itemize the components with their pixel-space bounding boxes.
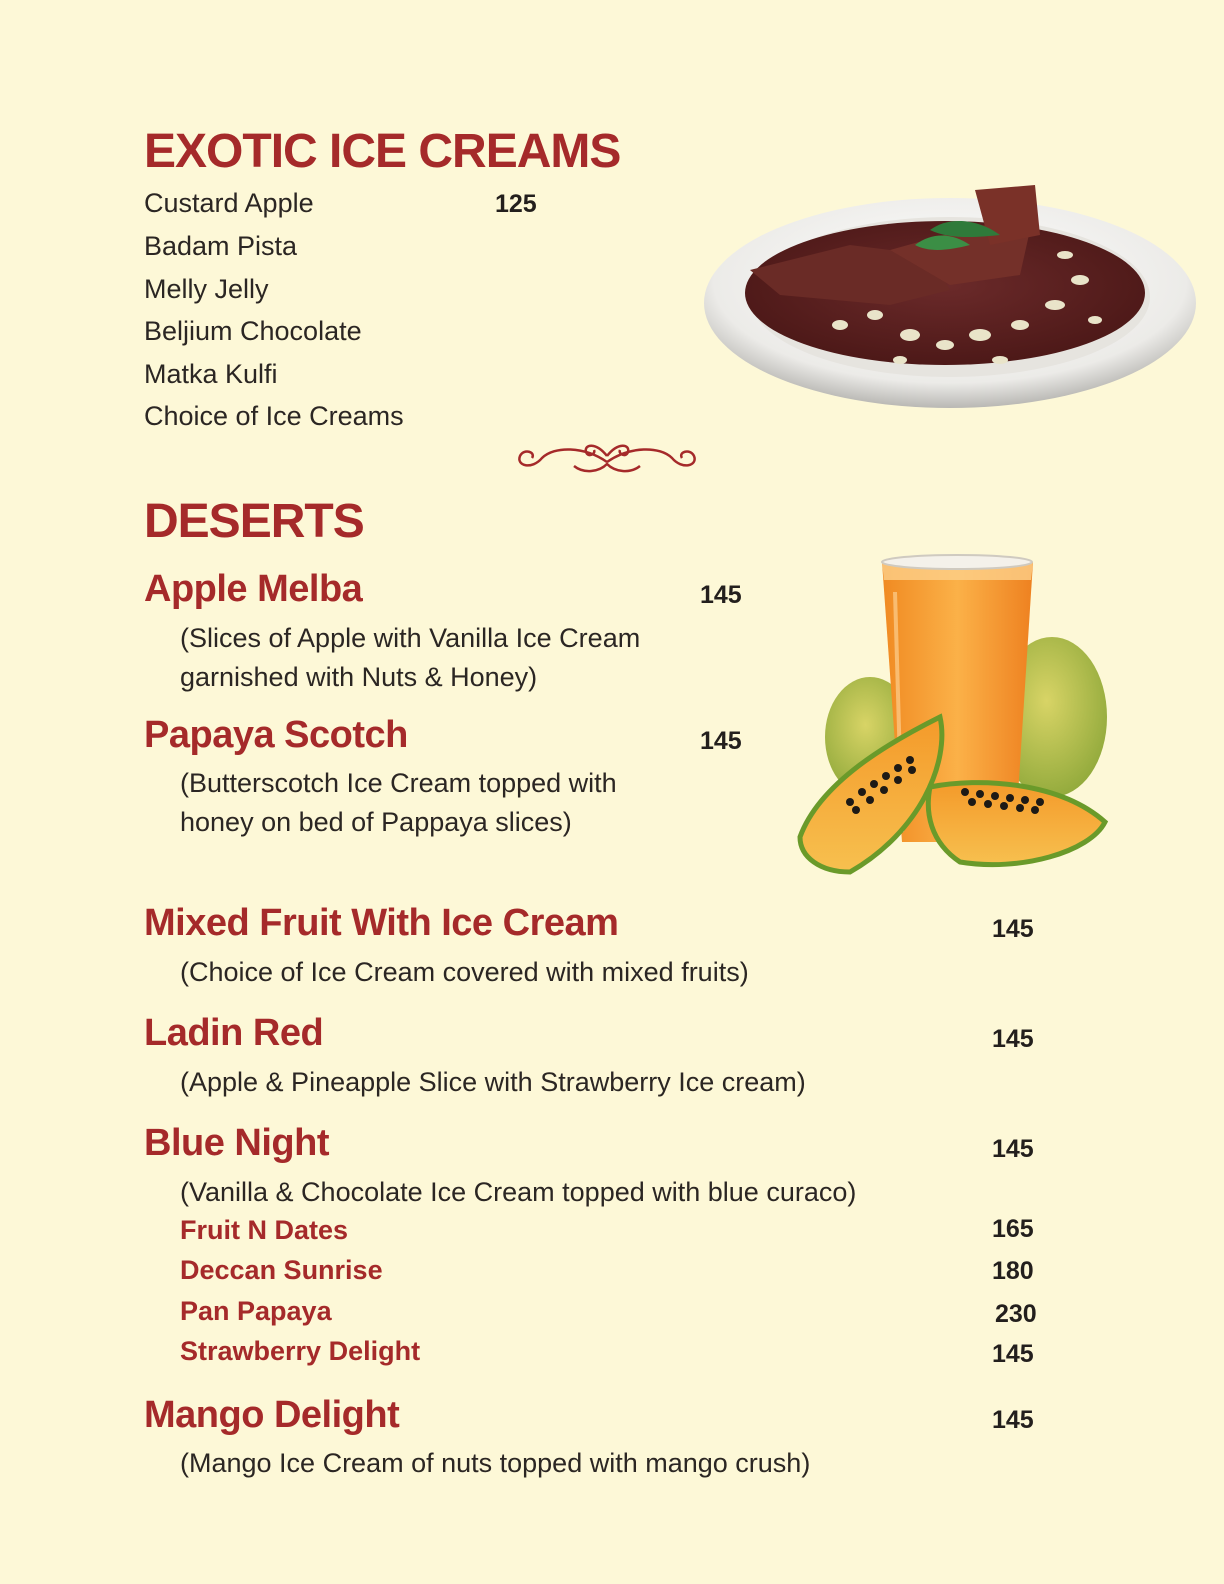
dessert-description: (Choice of Ice Cream covered with mixed fruits) (180, 957, 749, 987)
dessert-description: (Slices of Apple with Vanilla Ice Cream (180, 623, 641, 653)
dessert-description: honey on bed of Pappaya slices) (180, 807, 572, 837)
dessert-title: Mango Delight (144, 1394, 400, 1436)
exotic-item: Custard Apple (144, 188, 314, 218)
sub-dessert-price: 145 (992, 1340, 1034, 1368)
exotic-item: Matka Kulfi (144, 359, 278, 389)
sub-dessert-name: Pan Papaya (180, 1296, 332, 1326)
sub-dessert-name: Fruit N Dates (180, 1215, 349, 1245)
dessert-price: 145 (700, 727, 742, 755)
exotic-item: Beljium Chocolate (144, 316, 362, 346)
dessert-description: (Mango Ice Cream of nuts topped with mango crush) (180, 1448, 811, 1478)
exotic-price: 125 (495, 190, 537, 218)
ornamental-divider (284, 436, 930, 482)
dessert-price: 145 (992, 1025, 1034, 1053)
dessert-description: (Vanilla & Chocolate Ice Cream topped with blue curaco) (180, 1177, 857, 1207)
exotic-item: Choice of Ice Creams (144, 401, 404, 431)
dessert-description: garnished with Nuts & Honey) (180, 662, 538, 692)
sub-dessert-price: 230 (995, 1300, 1037, 1328)
dessert-title: Ladin Red (144, 1012, 324, 1054)
exotic-section-title: EXOTIC ICE CREAMS (144, 125, 621, 178)
dessert-title: Papaya Scotch (144, 714, 408, 756)
dessert-description: (Butterscotch Ice Cream topped with (180, 768, 617, 798)
sub-dessert-name: Deccan Sunrise (180, 1255, 383, 1285)
papaya-juice-photo (790, 552, 1115, 882)
dessert-price: 145 (992, 1406, 1034, 1434)
exotic-item: Badam Pista (144, 231, 298, 261)
sub-dessert-price: 165 (992, 1215, 1034, 1243)
deserts-section-title: DESERTS (144, 495, 364, 548)
dessert-title: Blue Night (144, 1122, 329, 1164)
dessert-title: Mixed Fruit With Ice Cream (144, 902, 619, 944)
sub-dessert-name: Strawberry Delight (180, 1336, 421, 1366)
dessert-price: 145 (700, 581, 742, 609)
exotic-item: Melly Jelly (144, 274, 269, 304)
sub-dessert-price: 180 (992, 1257, 1034, 1285)
dessert-description: (Apple & Pineapple Slice with Strawberry Ice cream) (180, 1067, 806, 1097)
dessert-title: Apple Melba (144, 568, 363, 610)
dessert-plate-photo (700, 175, 1200, 415)
dessert-price: 145 (992, 1135, 1034, 1163)
dessert-price: 145 (992, 915, 1034, 943)
